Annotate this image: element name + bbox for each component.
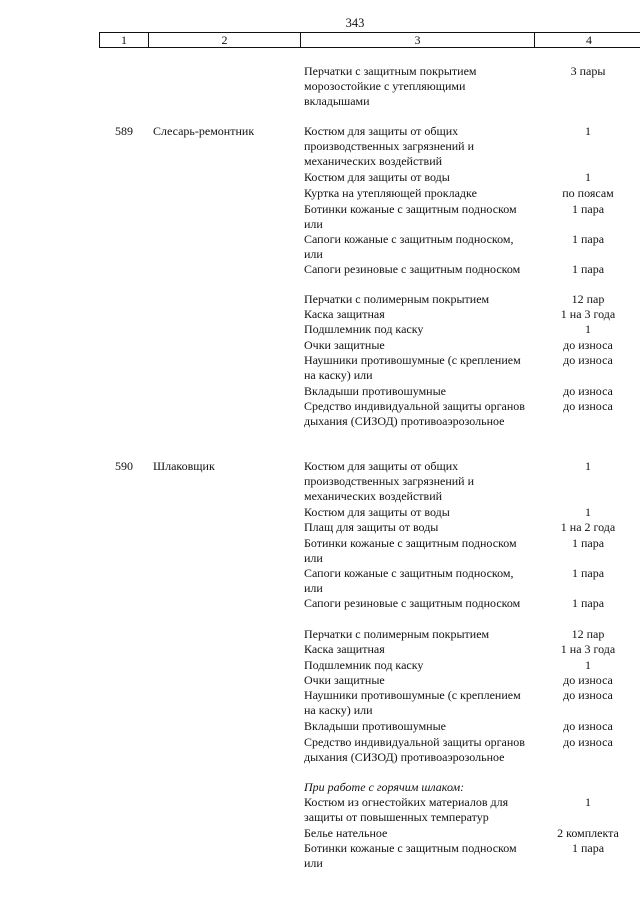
header-col-1: 1: [100, 33, 149, 47]
item-name: Костюм для защиты от воды: [304, 170, 450, 184]
item-name: Костюм из огнестойких материалов для защиты от повышенных температур: [304, 795, 509, 825]
table-header: [99, 32, 640, 48]
item-name: Костюм для защиты от общих производственных загрязнений и механических воздействий: [304, 124, 475, 169]
item-name: Очки защитные: [304, 673, 385, 687]
item-quantity: 1: [585, 505, 591, 519]
item-name: Костюм для защиты от общих производственных загрязнений и механических воздействий: [304, 459, 475, 504]
item-name: Очки защитные: [304, 338, 385, 352]
item-name: Подшлемник под каску: [304, 658, 424, 672]
header-col-4: 4: [586, 33, 592, 47]
item-name: Плащ для защиты от воды: [304, 520, 439, 534]
item-quantity: 1: [585, 658, 591, 672]
item-name: Наушники противошумные (с креплением на каску) или: [304, 688, 521, 718]
item-name: Средство индивидуальной защиты органов дыхания (СИЗОД) противоаэрозольное: [304, 399, 525, 429]
row-number: 589: [115, 124, 133, 138]
item-quantity: 1 пара: [571, 536, 605, 550]
item-quantity: 1 пара: [571, 596, 605, 610]
item-quantity: 1 на 3 года: [560, 642, 616, 656]
item-quantity: 1 пара: [571, 202, 605, 216]
item-quantity: 12 пар: [571, 627, 605, 641]
profession: Слесарь-ремонтник: [153, 124, 255, 138]
item-name: Сапоги кожаные с защитным подноском, или: [304, 566, 514, 596]
item-quantity: 1: [585, 124, 591, 138]
item-quantity: до износа: [563, 673, 613, 687]
item-name: Ботинки кожаные с защитным подноском или: [304, 841, 517, 871]
item-quantity: 1: [585, 170, 591, 184]
item-name: Наушники противошумные (с креплением на каску) или: [304, 353, 521, 383]
item-quantity: до износа: [563, 338, 613, 352]
item-name: Ботинки кожаные с защитным подноском или: [304, 202, 517, 232]
item-quantity: 1 на 3 года: [560, 307, 616, 321]
item-quantity: 1 пара: [571, 232, 605, 246]
item-name: Сапоги кожаные с защитным подноском, или: [304, 232, 514, 262]
item-quantity: 1: [585, 795, 591, 809]
item-quantity: 1 на 2 года: [560, 520, 616, 534]
item-quantity: 3 пары: [570, 64, 606, 78]
item-name: Каска защитная: [304, 642, 385, 656]
item-name: Сапоги резиновые с защитным подноском: [304, 262, 521, 276]
item-quantity: до износа: [563, 688, 613, 702]
item-name: Перчатки с полимерным покрытием: [304, 292, 490, 306]
header-col-2: 2: [149, 33, 301, 47]
item-name: Костюм для защиты от воды: [304, 505, 450, 519]
item-name: Вкладыши противошумные: [304, 384, 446, 398]
item-quantity: 1 пара: [571, 566, 605, 580]
item-quantity: 1: [585, 459, 591, 473]
item-quantity: 12 пар: [571, 292, 605, 306]
item-quantity: по поясам: [562, 186, 614, 200]
item-name: Перчатки с защитным покрытием морозостойкие с утепляющими вкладышами: [304, 64, 477, 109]
item-quantity: до износа: [563, 735, 613, 749]
item-name: Сапоги резиновые с защитным подноском: [304, 596, 521, 610]
row-number: 590: [115, 459, 133, 473]
item-name: Белье нательное: [304, 826, 388, 840]
item-quantity: до износа: [563, 353, 613, 367]
page-number: 343: [345, 16, 365, 30]
item-name: Перчатки с полимерным покрытием: [304, 627, 490, 641]
item-quantity: до износа: [563, 399, 613, 413]
item-name: Средство индивидуальной защиты органов дыхания (СИЗОД) противоаэрозольное: [304, 735, 525, 765]
item-quantity: 1: [585, 322, 591, 336]
item-name: Куртка на утепляющей прокладке: [304, 186, 477, 200]
item-quantity: 1 пара: [571, 841, 605, 855]
item-quantity: 2 комплекта: [557, 826, 619, 840]
subsection-heading: При работе с горячим шлаком:: [304, 780, 465, 794]
item-name: Вкладыши противошумные: [304, 719, 446, 733]
item-name: Ботинки кожаные с защитным подноском или: [304, 536, 517, 566]
header-col-3: 3: [301, 33, 535, 47]
item-quantity: 1 пара: [571, 262, 605, 276]
item-quantity: до износа: [563, 719, 613, 733]
profession: Шлаковщик: [153, 459, 215, 473]
item-name: Подшлемник под каску: [304, 322, 424, 336]
item-name: Каска защитная: [304, 307, 385, 321]
item-quantity: до износа: [563, 384, 613, 398]
